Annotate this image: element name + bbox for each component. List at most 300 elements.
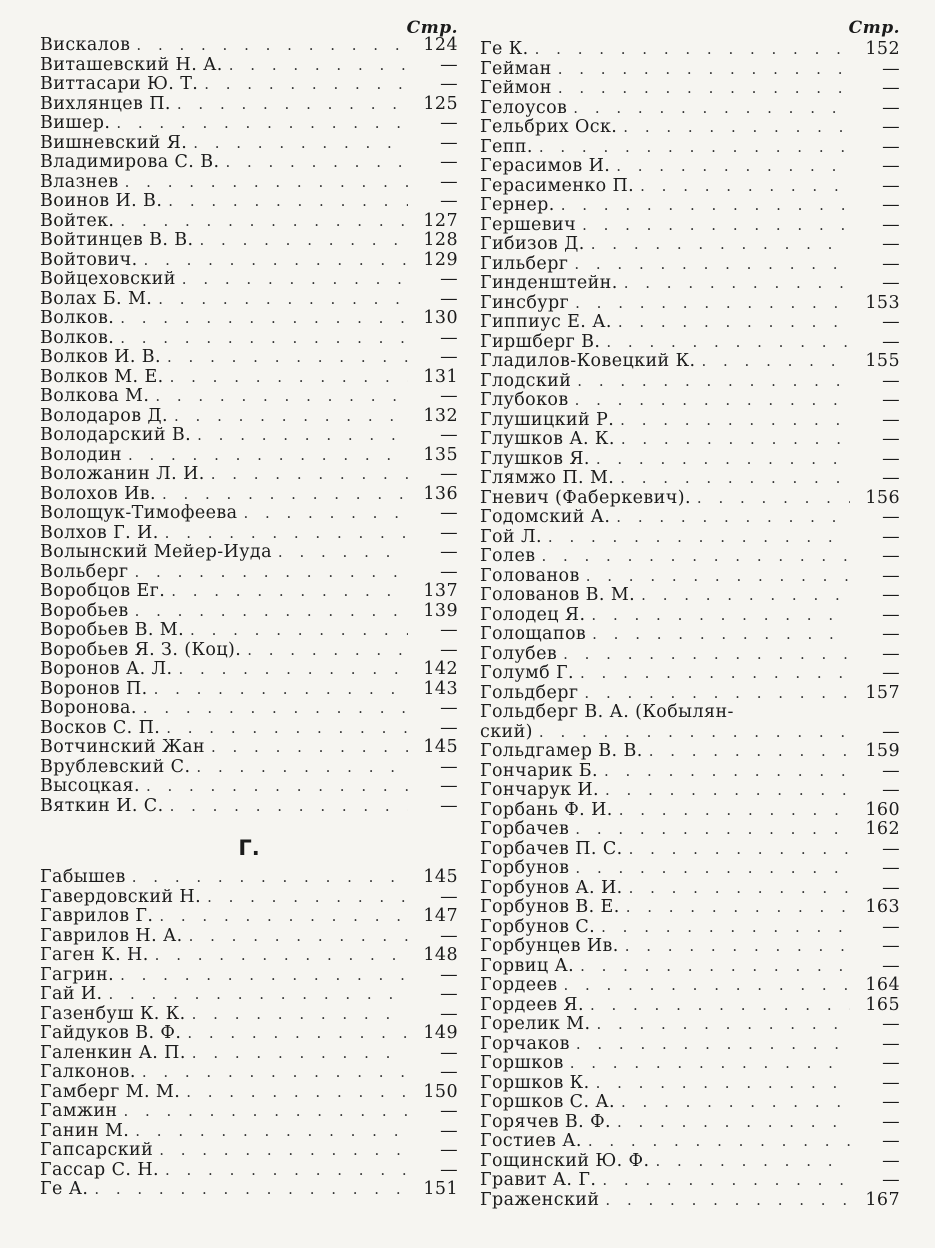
entry-name: Горбунов В. Е. xyxy=(480,897,620,917)
entry-page: — xyxy=(440,347,458,367)
entry-name: Вишер. xyxy=(40,113,111,133)
leader-dots xyxy=(154,680,408,700)
entry-name: Гиршберг В. xyxy=(480,331,601,352)
entry-name: Глямжо П. М. xyxy=(480,468,615,488)
entry-name: Войцеховский xyxy=(40,269,176,289)
index-entry xyxy=(480,1074,900,1094)
entry-page: — xyxy=(440,639,458,660)
index-entry xyxy=(40,231,458,251)
leader-dots xyxy=(174,407,408,427)
index-entry xyxy=(40,134,458,154)
entry-name: Глубоков xyxy=(480,390,569,410)
index-entry xyxy=(480,489,900,509)
leader-dots xyxy=(621,430,850,450)
entry-page: — xyxy=(882,331,900,352)
index-entry xyxy=(480,1171,900,1191)
entry-name: Вискалов xyxy=(40,35,131,55)
entry-name: Голумб Г. xyxy=(480,663,574,683)
index-entry xyxy=(40,1044,458,1064)
entry-page: — xyxy=(882,78,900,98)
entry-name: Гаген К. Н. xyxy=(40,945,149,965)
leader-dots xyxy=(535,40,850,60)
entry-name: Волынский Мейер-Иуда xyxy=(40,542,272,562)
entry-name: Гольдберг В. А. (Кобылян- xyxy=(480,702,734,722)
entry-page: — xyxy=(440,717,458,738)
leader-dots xyxy=(575,859,850,879)
leader-dots xyxy=(588,1132,850,1152)
entry-name: Воробцов Ег. xyxy=(40,581,166,601)
entry-page: — xyxy=(440,620,458,640)
entry-page: — xyxy=(882,643,900,664)
index-entry xyxy=(480,762,900,782)
entry-page: — xyxy=(882,370,900,391)
entry-name: Вишневский Я. xyxy=(40,132,188,153)
leader-dots xyxy=(575,294,850,314)
index-entry xyxy=(480,469,900,489)
index-entry xyxy=(40,907,458,927)
index-entry xyxy=(480,235,900,255)
leader-dots xyxy=(190,621,408,641)
entry-page: — xyxy=(882,136,900,157)
entry-page: 145 xyxy=(423,737,458,757)
index-entry xyxy=(480,450,900,470)
entry-page: 155 xyxy=(865,351,900,371)
leader-dots xyxy=(168,192,408,212)
index-entry xyxy=(40,1161,458,1181)
entry-name: Гернер. xyxy=(480,195,555,215)
leader-dots xyxy=(586,567,850,587)
entry-name: Воронов П. xyxy=(40,678,148,699)
entry-name: Гой Л. xyxy=(480,526,542,547)
index-entry xyxy=(480,508,900,528)
leader-dots xyxy=(192,1005,408,1025)
entry-page: 152 xyxy=(865,39,900,59)
leader-dots xyxy=(123,1102,408,1122)
index-entry xyxy=(480,99,900,119)
leader-dots xyxy=(211,465,408,485)
entry-name: Гладилов-Ковецкий К. xyxy=(480,351,696,371)
entry-name: Гаврилов Г. xyxy=(40,906,154,926)
entry-name: Гравит А. Г. xyxy=(480,1170,597,1190)
leader-dots xyxy=(655,1152,850,1172)
index-entry xyxy=(480,840,900,860)
entry-name-continued: ский) xyxy=(480,721,533,742)
index-entry xyxy=(40,1122,458,1142)
leader-dots xyxy=(204,75,408,95)
index-entry xyxy=(480,703,900,742)
entry-name: Габышев xyxy=(40,867,126,887)
leader-dots xyxy=(155,946,408,966)
entry-name: Вяткин И. С. xyxy=(40,795,164,816)
entry-name: Граженский xyxy=(480,1189,600,1210)
index-entry xyxy=(480,294,900,314)
index-entry xyxy=(480,196,900,216)
index-entry xyxy=(480,937,900,957)
entry-name: Высоцкая. xyxy=(40,776,140,796)
leader-dots xyxy=(620,469,850,489)
leader-dots xyxy=(584,684,850,704)
leader-dots xyxy=(167,348,408,368)
leader-dots xyxy=(132,868,408,888)
entry-name: Геймон xyxy=(480,78,552,98)
leader-dots xyxy=(618,313,850,333)
entry-name: Воронов А. Л. xyxy=(40,659,173,679)
index-entry xyxy=(40,270,458,290)
entry-name: Ганин М. xyxy=(40,1120,130,1141)
entry-name: Волкова М. xyxy=(40,386,150,406)
leader-dots xyxy=(200,231,408,251)
index-entry xyxy=(480,547,900,567)
entry-page: — xyxy=(440,1003,458,1024)
entry-name: Влазнев xyxy=(40,171,119,192)
entry-name: Горбань Ф. И. xyxy=(480,799,613,820)
leader-dots xyxy=(606,333,850,353)
entry-name: Гелоусов xyxy=(480,97,568,118)
entry-name: Горбачев П. С. xyxy=(480,838,623,859)
entry-page: — xyxy=(440,886,458,907)
index-list-v xyxy=(40,36,458,816)
index-entry xyxy=(40,251,458,271)
index-entry xyxy=(40,543,458,563)
index-entry xyxy=(480,567,900,587)
index-entry xyxy=(480,255,900,275)
leader-dots xyxy=(605,1191,850,1211)
entry-page: — xyxy=(882,1072,900,1093)
index-entry xyxy=(40,75,458,95)
section-title: Г. xyxy=(238,836,260,860)
entry-name: Гавердовский Н. xyxy=(40,886,202,907)
entry-name: Гончарук И. xyxy=(480,780,600,800)
entry-page: 150 xyxy=(423,1081,458,1102)
entry-page: — xyxy=(440,327,458,348)
index-entry xyxy=(480,898,900,918)
entry-page: — xyxy=(882,429,900,449)
entry-name: Волхов Г. И. xyxy=(40,522,159,543)
index-entry xyxy=(40,192,458,212)
index-entry xyxy=(40,621,458,641)
entry-page: 128 xyxy=(423,230,458,250)
entry-name: Голованов xyxy=(480,565,580,586)
leader-dots xyxy=(170,797,408,817)
leader-dots xyxy=(620,411,850,431)
index-entry xyxy=(40,426,458,446)
index-entry xyxy=(40,946,458,966)
leader-dots xyxy=(575,391,850,411)
entry-page: — xyxy=(440,74,458,94)
entry-name: Горелик М. xyxy=(480,1014,591,1034)
entry-page: 125 xyxy=(423,93,458,114)
leader-dots xyxy=(193,134,408,154)
entry-name: Войтович. xyxy=(40,249,138,270)
index-entry xyxy=(40,888,458,908)
entry-name: Гольдберг xyxy=(480,682,579,703)
leader-dots xyxy=(625,937,850,957)
leader-dots xyxy=(229,56,408,76)
leader-dots xyxy=(619,801,850,821)
index-entry xyxy=(40,699,458,719)
entry-page: — xyxy=(440,191,458,211)
leader-dots xyxy=(626,898,850,918)
index-entry xyxy=(480,1152,900,1172)
entry-page: — xyxy=(440,464,458,484)
leader-dots xyxy=(162,485,408,505)
entry-name: Гершевич xyxy=(480,214,577,235)
index-entry xyxy=(40,1180,458,1200)
index-entry xyxy=(40,1083,458,1103)
leader-dots xyxy=(120,212,408,232)
index-entry xyxy=(480,138,900,158)
entry-name: Войтинцев В. В. xyxy=(40,230,194,250)
index-entry xyxy=(480,879,900,899)
entry-name: Вихлянцев П. xyxy=(40,93,171,114)
entry-name: Виттасари Ю. Т. xyxy=(40,74,199,94)
entry-page: — xyxy=(440,269,458,289)
index-entry xyxy=(40,797,458,817)
entry-page: — xyxy=(882,156,900,176)
entry-name: Гинденштейн. xyxy=(480,273,618,293)
index-entry xyxy=(40,641,458,661)
leader-dots xyxy=(165,1161,408,1181)
page-column-header: Стр. xyxy=(848,18,900,38)
entry-name: Волков. xyxy=(40,327,115,348)
leader-dots xyxy=(590,996,850,1016)
entry-name: Гельбрих Оск. xyxy=(480,117,618,137)
entry-name: Волков М. Е. xyxy=(40,366,164,387)
leader-dots xyxy=(196,758,408,778)
entry-page: 147 xyxy=(423,906,458,926)
entry-page: — xyxy=(882,760,900,781)
entry-name: Володин xyxy=(40,444,122,465)
entry-name: Горчаков xyxy=(480,1033,570,1054)
entry-page: — xyxy=(882,624,900,644)
leader-dots xyxy=(570,1054,850,1074)
index-entry xyxy=(480,918,900,938)
entry-name: Гинсбург xyxy=(480,292,570,313)
entry-page: — xyxy=(440,776,458,796)
leader-dots xyxy=(171,582,408,602)
entry-name: Горбунов С. xyxy=(480,916,596,937)
entry-name: Голодец Я. xyxy=(480,604,586,625)
index-entry xyxy=(40,290,458,310)
index-entry xyxy=(40,738,458,758)
entry-name: Виташевский Н. А. xyxy=(40,54,223,75)
index-entry xyxy=(40,563,458,583)
entry-page: — xyxy=(440,1062,458,1082)
leader-dots xyxy=(616,508,850,528)
index-entry xyxy=(40,56,458,76)
index-entry xyxy=(40,927,458,947)
leader-dots xyxy=(601,918,850,938)
leader-dots xyxy=(120,966,408,986)
leader-dots xyxy=(539,138,850,158)
leader-dots xyxy=(575,820,850,840)
entry-name: Горвиц А. xyxy=(480,955,575,976)
page-column-header: Стр. xyxy=(406,18,458,38)
entry-name: Галенкин А. П. xyxy=(40,1042,186,1063)
entry-name: Годомский А. xyxy=(480,507,611,527)
index-entry xyxy=(40,1063,458,1083)
index-entry xyxy=(40,1024,458,1044)
entry-page: 163 xyxy=(865,897,900,917)
entry-name: Ге А. xyxy=(40,1179,89,1199)
entry-page: — xyxy=(440,925,458,946)
leader-dots xyxy=(563,645,850,665)
entry-page: — xyxy=(882,312,900,332)
leader-dots xyxy=(596,1074,850,1094)
leader-dots xyxy=(165,524,408,544)
leader-dots xyxy=(576,1035,850,1055)
entry-page: — xyxy=(882,195,900,215)
leader-dots xyxy=(616,157,850,177)
entry-page: 124 xyxy=(423,35,458,55)
index-entry xyxy=(40,1005,458,1025)
entry-page: 164 xyxy=(865,975,900,995)
leader-dots xyxy=(574,255,850,275)
index-entry xyxy=(480,684,900,704)
index-entry xyxy=(40,485,458,505)
index-entry xyxy=(480,1132,900,1152)
entry-page: — xyxy=(440,984,458,1004)
entry-page: 130 xyxy=(423,308,458,328)
index-entry xyxy=(40,966,458,986)
entry-page: 136 xyxy=(423,483,458,504)
entry-name: Гибизов Д. xyxy=(480,234,585,254)
entry-name: Голощапов xyxy=(480,624,587,644)
entry-name: Гильберг xyxy=(480,253,569,274)
index-entry xyxy=(40,348,458,368)
entry-name: Ге К. xyxy=(480,39,529,59)
index-entry xyxy=(40,1141,458,1161)
leader-dots xyxy=(539,723,850,743)
entry-name: Горшков К. xyxy=(480,1072,590,1093)
leader-dots xyxy=(591,606,850,626)
index-entry xyxy=(40,212,458,232)
entry-name: Гостиев А. xyxy=(480,1131,582,1151)
entry-name: Владимирова С. В. xyxy=(40,152,220,172)
index-entry xyxy=(480,586,900,606)
entry-page: — xyxy=(882,955,900,976)
index-entry xyxy=(480,1035,900,1055)
entry-name: Врублевский С. xyxy=(40,756,191,777)
entry-page: — xyxy=(882,1131,900,1151)
entry-page: — xyxy=(882,1111,900,1132)
index-entry xyxy=(480,781,900,801)
index-entry xyxy=(40,504,458,524)
index-entry xyxy=(40,309,458,329)
entry-page: — xyxy=(440,1042,458,1063)
entry-page: 143 xyxy=(423,678,458,699)
entry-name: Гай И. xyxy=(40,984,103,1004)
entry-name: Гамжин xyxy=(40,1101,118,1121)
index-entry xyxy=(40,524,458,544)
entry-page: — xyxy=(882,507,900,527)
entry-page: 162 xyxy=(865,819,900,839)
entry-page: 131 xyxy=(423,366,458,387)
index-entry xyxy=(40,446,458,466)
entry-page: — xyxy=(882,214,900,235)
entry-name: Гепп. xyxy=(480,136,533,157)
leader-dots xyxy=(563,976,850,996)
index-entry xyxy=(40,465,458,485)
entry-name: Глушицкий Р. xyxy=(480,409,615,430)
entry-page: — xyxy=(882,526,900,547)
entry-name: Гапсарский xyxy=(40,1140,154,1160)
entry-page: — xyxy=(882,1033,900,1054)
index-entry xyxy=(480,313,900,333)
entry-name: Газенбуш К. К. xyxy=(40,1003,186,1024)
leader-dots xyxy=(159,1141,408,1161)
index-entry xyxy=(480,79,900,99)
index-entry xyxy=(480,1015,900,1035)
entry-name: Горшков С. А. xyxy=(480,1092,616,1112)
entry-name: Голованов В. М. xyxy=(480,585,636,605)
index-entry xyxy=(480,606,900,626)
index-entry xyxy=(40,114,458,134)
leader-dots xyxy=(143,699,408,719)
entry-name: Горбачев xyxy=(480,819,570,839)
index-entry xyxy=(480,742,900,762)
index-list-right xyxy=(480,40,900,703)
entry-name: Галконов. xyxy=(40,1062,136,1082)
leader-dots xyxy=(166,719,408,739)
leader-dots xyxy=(142,1063,408,1083)
leader-dots xyxy=(243,504,408,524)
entry-name: Волков И. В. xyxy=(40,347,162,367)
entry-page: 156 xyxy=(865,487,900,508)
index-entry xyxy=(40,719,458,739)
entry-page: — xyxy=(440,561,458,582)
entry-page: — xyxy=(440,756,458,777)
index-entry xyxy=(480,664,900,684)
leader-dots xyxy=(94,1180,408,1200)
entry-page: — xyxy=(440,288,458,309)
index-entry xyxy=(480,352,900,372)
leader-dots xyxy=(641,586,850,606)
entry-page: — xyxy=(882,721,900,742)
entry-page: — xyxy=(882,58,900,79)
leader-dots xyxy=(582,216,850,236)
leader-dots xyxy=(179,660,409,680)
index-entry xyxy=(480,274,900,294)
entry-name: Волах Б. М. xyxy=(40,288,153,309)
index-entry xyxy=(40,407,458,427)
index-entry xyxy=(40,329,458,349)
entry-name: Волохов Ив. xyxy=(40,483,156,504)
leader-dots xyxy=(573,99,850,119)
leader-dots xyxy=(580,664,850,684)
entry-name: Герасименко П. xyxy=(480,175,635,196)
entry-page: — xyxy=(440,1101,458,1121)
entry-name: Гассар С. Н. xyxy=(40,1159,159,1180)
entry-page: — xyxy=(882,117,900,137)
entry-page: — xyxy=(882,1170,900,1190)
entry-name: Гощинский Ю. Ф. xyxy=(480,1150,650,1171)
index-entry xyxy=(40,777,458,797)
leader-dots xyxy=(116,114,408,134)
entry-page: — xyxy=(440,132,458,153)
entry-name: Гаврилов Н. А. xyxy=(40,925,183,946)
entry-page: 139 xyxy=(423,600,458,621)
leader-dots xyxy=(591,235,850,255)
entry-page: — xyxy=(882,1053,900,1073)
entry-page: — xyxy=(440,386,458,406)
leader-dots xyxy=(561,196,850,216)
leader-dots xyxy=(247,641,408,661)
entry-name: Герасимов И. xyxy=(480,156,611,176)
entry-name: Горбунов А. И. xyxy=(480,877,623,898)
entry-page: — xyxy=(882,858,900,878)
leader-dots xyxy=(697,489,850,509)
